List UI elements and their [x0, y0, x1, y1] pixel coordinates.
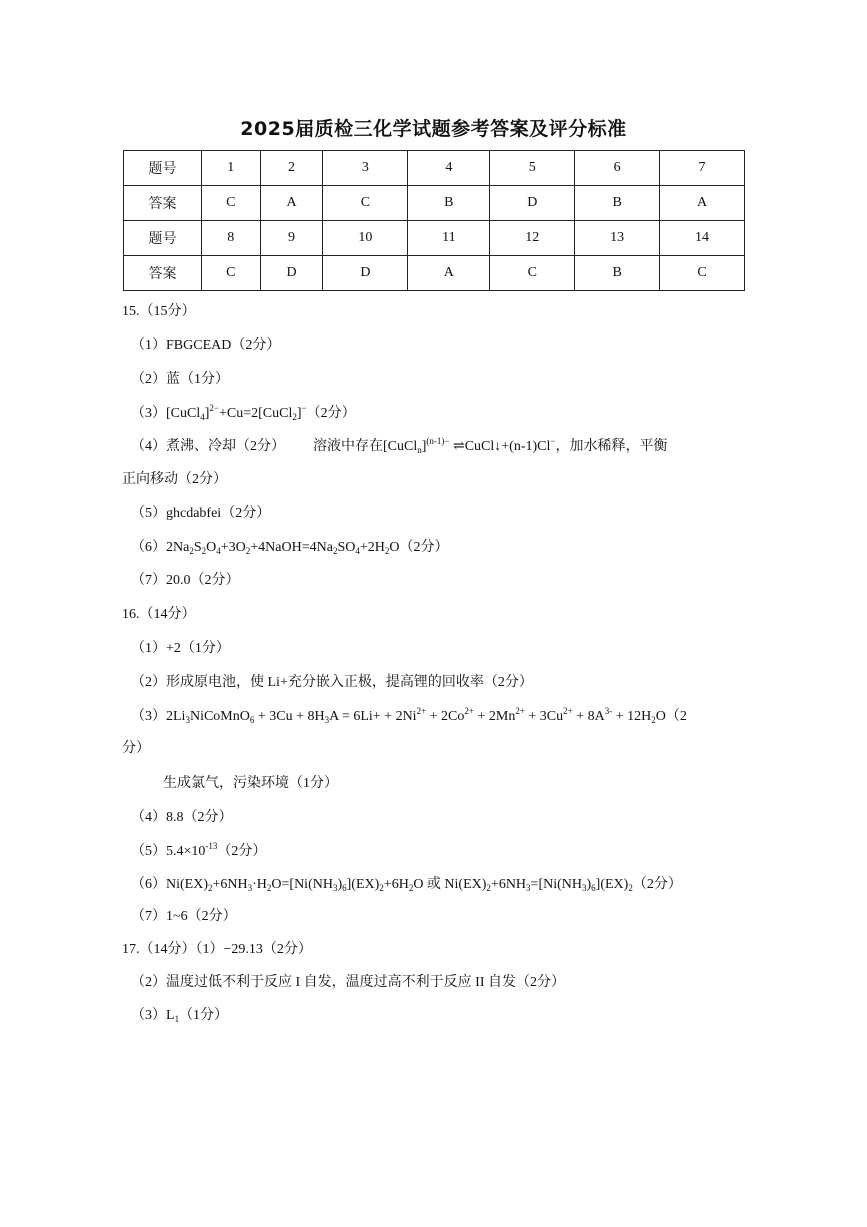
text: ](EX) [595, 877, 629, 892]
subscript: 3 [247, 883, 253, 893]
subscript: 6 [591, 883, 596, 893]
table-cell: A [260, 186, 323, 221]
row-header-cell: 题号 [124, 151, 202, 186]
superscript: 2+ [416, 706, 427, 716]
q16-item-3-cont: 分） [122, 741, 150, 756]
subscript: 2 [266, 883, 272, 893]
subscript: 4 [200, 412, 205, 422]
text: + 2Co [426, 709, 465, 724]
table-cell: C [490, 256, 575, 291]
text: SO [337, 540, 356, 555]
q17-item-2: （2）温度过低不利于反应 I 自发，温度过高不利于反应 II 自发（2分） [131, 975, 565, 990]
q16-item-7: （7）1~6（2分） [131, 909, 237, 924]
text: A = 6Li+ + 2Ni [329, 709, 417, 724]
subscript: 2 [332, 546, 338, 556]
subscript: 2 [628, 883, 633, 893]
text: +4NaOH=4Na [250, 540, 333, 555]
table-cell: B [575, 256, 660, 291]
text: ] [421, 439, 427, 454]
table-row [124, 256, 745, 291]
table-cell: 7 [660, 151, 745, 186]
superscript: 2+ [515, 706, 525, 716]
text: ·H [252, 877, 267, 892]
text: （4）煮沸、冷却（2分） [131, 439, 285, 454]
subscript: 3 [582, 883, 587, 893]
table-row [124, 186, 745, 221]
q16-heading: 16.（14分） [122, 607, 196, 622]
subscript: 1 [174, 1014, 180, 1024]
row-header-cell: 答案 [124, 186, 202, 221]
table-cell: 12 [490, 221, 575, 256]
text: +Cu=2[CuCl [218, 406, 293, 421]
table-cell: C [323, 186, 408, 221]
q15-item-4 [131, 435, 667, 455]
text: +3O [220, 540, 246, 555]
text: （2分） [306, 406, 356, 421]
table-row [124, 221, 745, 256]
text: +2H [359, 540, 385, 555]
subscript: 3 [324, 715, 330, 725]
q16-item-3 [131, 705, 687, 725]
subscript: 3 [332, 883, 338, 893]
table-cell: 14 [660, 221, 745, 256]
text: ) [586, 877, 592, 892]
text: ] [296, 406, 302, 421]
text: ⇌CuCl↓+(n-1)Cl [449, 439, 551, 454]
row-header-cell: 答案 [124, 256, 202, 291]
table-cell: 10 [323, 221, 408, 256]
table-cell: 3 [323, 151, 408, 186]
subscript: 2 [384, 546, 390, 556]
subscript: 2 [486, 883, 491, 893]
text: O=[Ni(NH [271, 877, 333, 892]
q15-item-4-cont: 正向移动（2分） [122, 472, 227, 487]
subscript: 2 [292, 412, 297, 422]
superscript: 2− [209, 403, 219, 413]
table-cell: D [260, 256, 323, 291]
subscript: 3 [185, 715, 190, 725]
table-cell: C [660, 256, 745, 291]
text: O [206, 540, 217, 555]
table-cell: 9 [260, 221, 323, 256]
table-cell: B [575, 186, 660, 221]
subscript: 2 [208, 883, 213, 893]
superscript: -13 [205, 841, 218, 851]
table-cell: 4 [408, 151, 490, 186]
q16-item-5 [131, 840, 266, 860]
table-cell: D [323, 256, 408, 291]
superscript: 2+ [464, 706, 474, 716]
text: （3）2Li [131, 709, 186, 724]
superscript: 3- [604, 706, 613, 716]
q16-item-4: （4）8.8（2分） [131, 810, 233, 825]
superscript: 2+ [563, 706, 573, 716]
text: O 或 Ni(EX) [413, 877, 487, 892]
text: =[Ni(NH [530, 877, 582, 892]
q15-item-3 [131, 402, 356, 422]
q15-item-7: （7）20.0（2分） [131, 573, 240, 588]
text: （2分） [632, 877, 682, 892]
text: （3）L [131, 1008, 175, 1023]
text: NiCoMnO [189, 709, 250, 724]
text: （3）[CuCl [131, 406, 201, 421]
table-cell: C [202, 256, 261, 291]
superscript: (n-1)− [426, 436, 450, 446]
superscript: − [550, 436, 556, 446]
text: ) [337, 877, 343, 892]
table-cell: 6 [575, 151, 660, 186]
text: + 8A [572, 709, 605, 724]
subscript: 2 [651, 715, 656, 725]
text: （2分） [217, 844, 267, 859]
q16-item-2: （2）形成原电池，使 Li+充分嵌入正极，提高锂的回收率（2分） [131, 675, 533, 690]
subscript: 2 [379, 883, 384, 893]
subscript: 6 [249, 715, 255, 725]
table-cell: 8 [202, 221, 261, 256]
table-cell: 5 [490, 151, 575, 186]
q15-heading: 15.（15分） [122, 304, 196, 319]
subscript: 2 [189, 546, 194, 556]
table-cell: A [660, 186, 745, 221]
text: +6H [383, 877, 409, 892]
table-row [124, 151, 745, 186]
text: + 12H [612, 709, 652, 724]
text: ](EX) [346, 877, 380, 892]
subscript: 6 [342, 883, 347, 893]
table-cell: 1 [202, 151, 261, 186]
text: O（2 [655, 709, 687, 724]
subscript: 4 [355, 546, 360, 556]
answer-table [123, 150, 745, 291]
subscript: 2 [408, 883, 414, 893]
text: （1分） [179, 1008, 229, 1023]
row-header-cell: 题号 [124, 221, 202, 256]
page-title: 2025届质检三化学试题参考答案及评分标准 [240, 118, 627, 140]
text: ，加水稀释，平衡 [555, 439, 668, 454]
subscript: 3 [526, 883, 531, 893]
subscript: 2 [201, 546, 207, 556]
subscript: 2 [245, 546, 251, 556]
table-cell: 2 [260, 151, 323, 186]
q15-item-2: （2）蓝（1分） [131, 372, 229, 387]
text: （6）Ni(EX) [131, 877, 208, 892]
q16-item-3-note: 生成氯气，污染环境（1分） [163, 776, 338, 791]
text: 溶液中存在[CuCl [313, 439, 418, 454]
text: +6NH [490, 877, 527, 892]
q16-item-1: （1）+2（1分） [131, 641, 230, 656]
text: S [193, 540, 202, 555]
q15-item-1: （1）FBGCEAD（2分） [131, 338, 281, 353]
text: （5）5.4×10 [131, 844, 206, 859]
text: + 3Cu [524, 709, 564, 724]
table-cell: D [490, 186, 575, 221]
table-cell: 13 [575, 221, 660, 256]
q16-item-6 [131, 873, 682, 893]
text: O（2分） [389, 540, 449, 555]
text: （6）2Na [131, 540, 190, 555]
q17-heading: 17.（14分）（1）−29.13（2分） [122, 942, 312, 957]
subscript: n [417, 445, 422, 455]
table-cell: 11 [408, 221, 490, 256]
q15-item-5: （5）ghcdabfei（2分） [131, 506, 271, 521]
superscript: − [301, 403, 307, 413]
q17-item-3 [131, 1004, 228, 1024]
text: + 2Mn [473, 709, 516, 724]
table-cell: C [202, 186, 261, 221]
subscript: 4 [216, 546, 221, 556]
text: ] [204, 406, 210, 421]
text: +6NH [212, 877, 248, 892]
table-cell: A [408, 256, 490, 291]
q15-item-6 [131, 536, 448, 556]
table-cell: B [408, 186, 490, 221]
text: + 3Cu + 8H [254, 709, 325, 724]
